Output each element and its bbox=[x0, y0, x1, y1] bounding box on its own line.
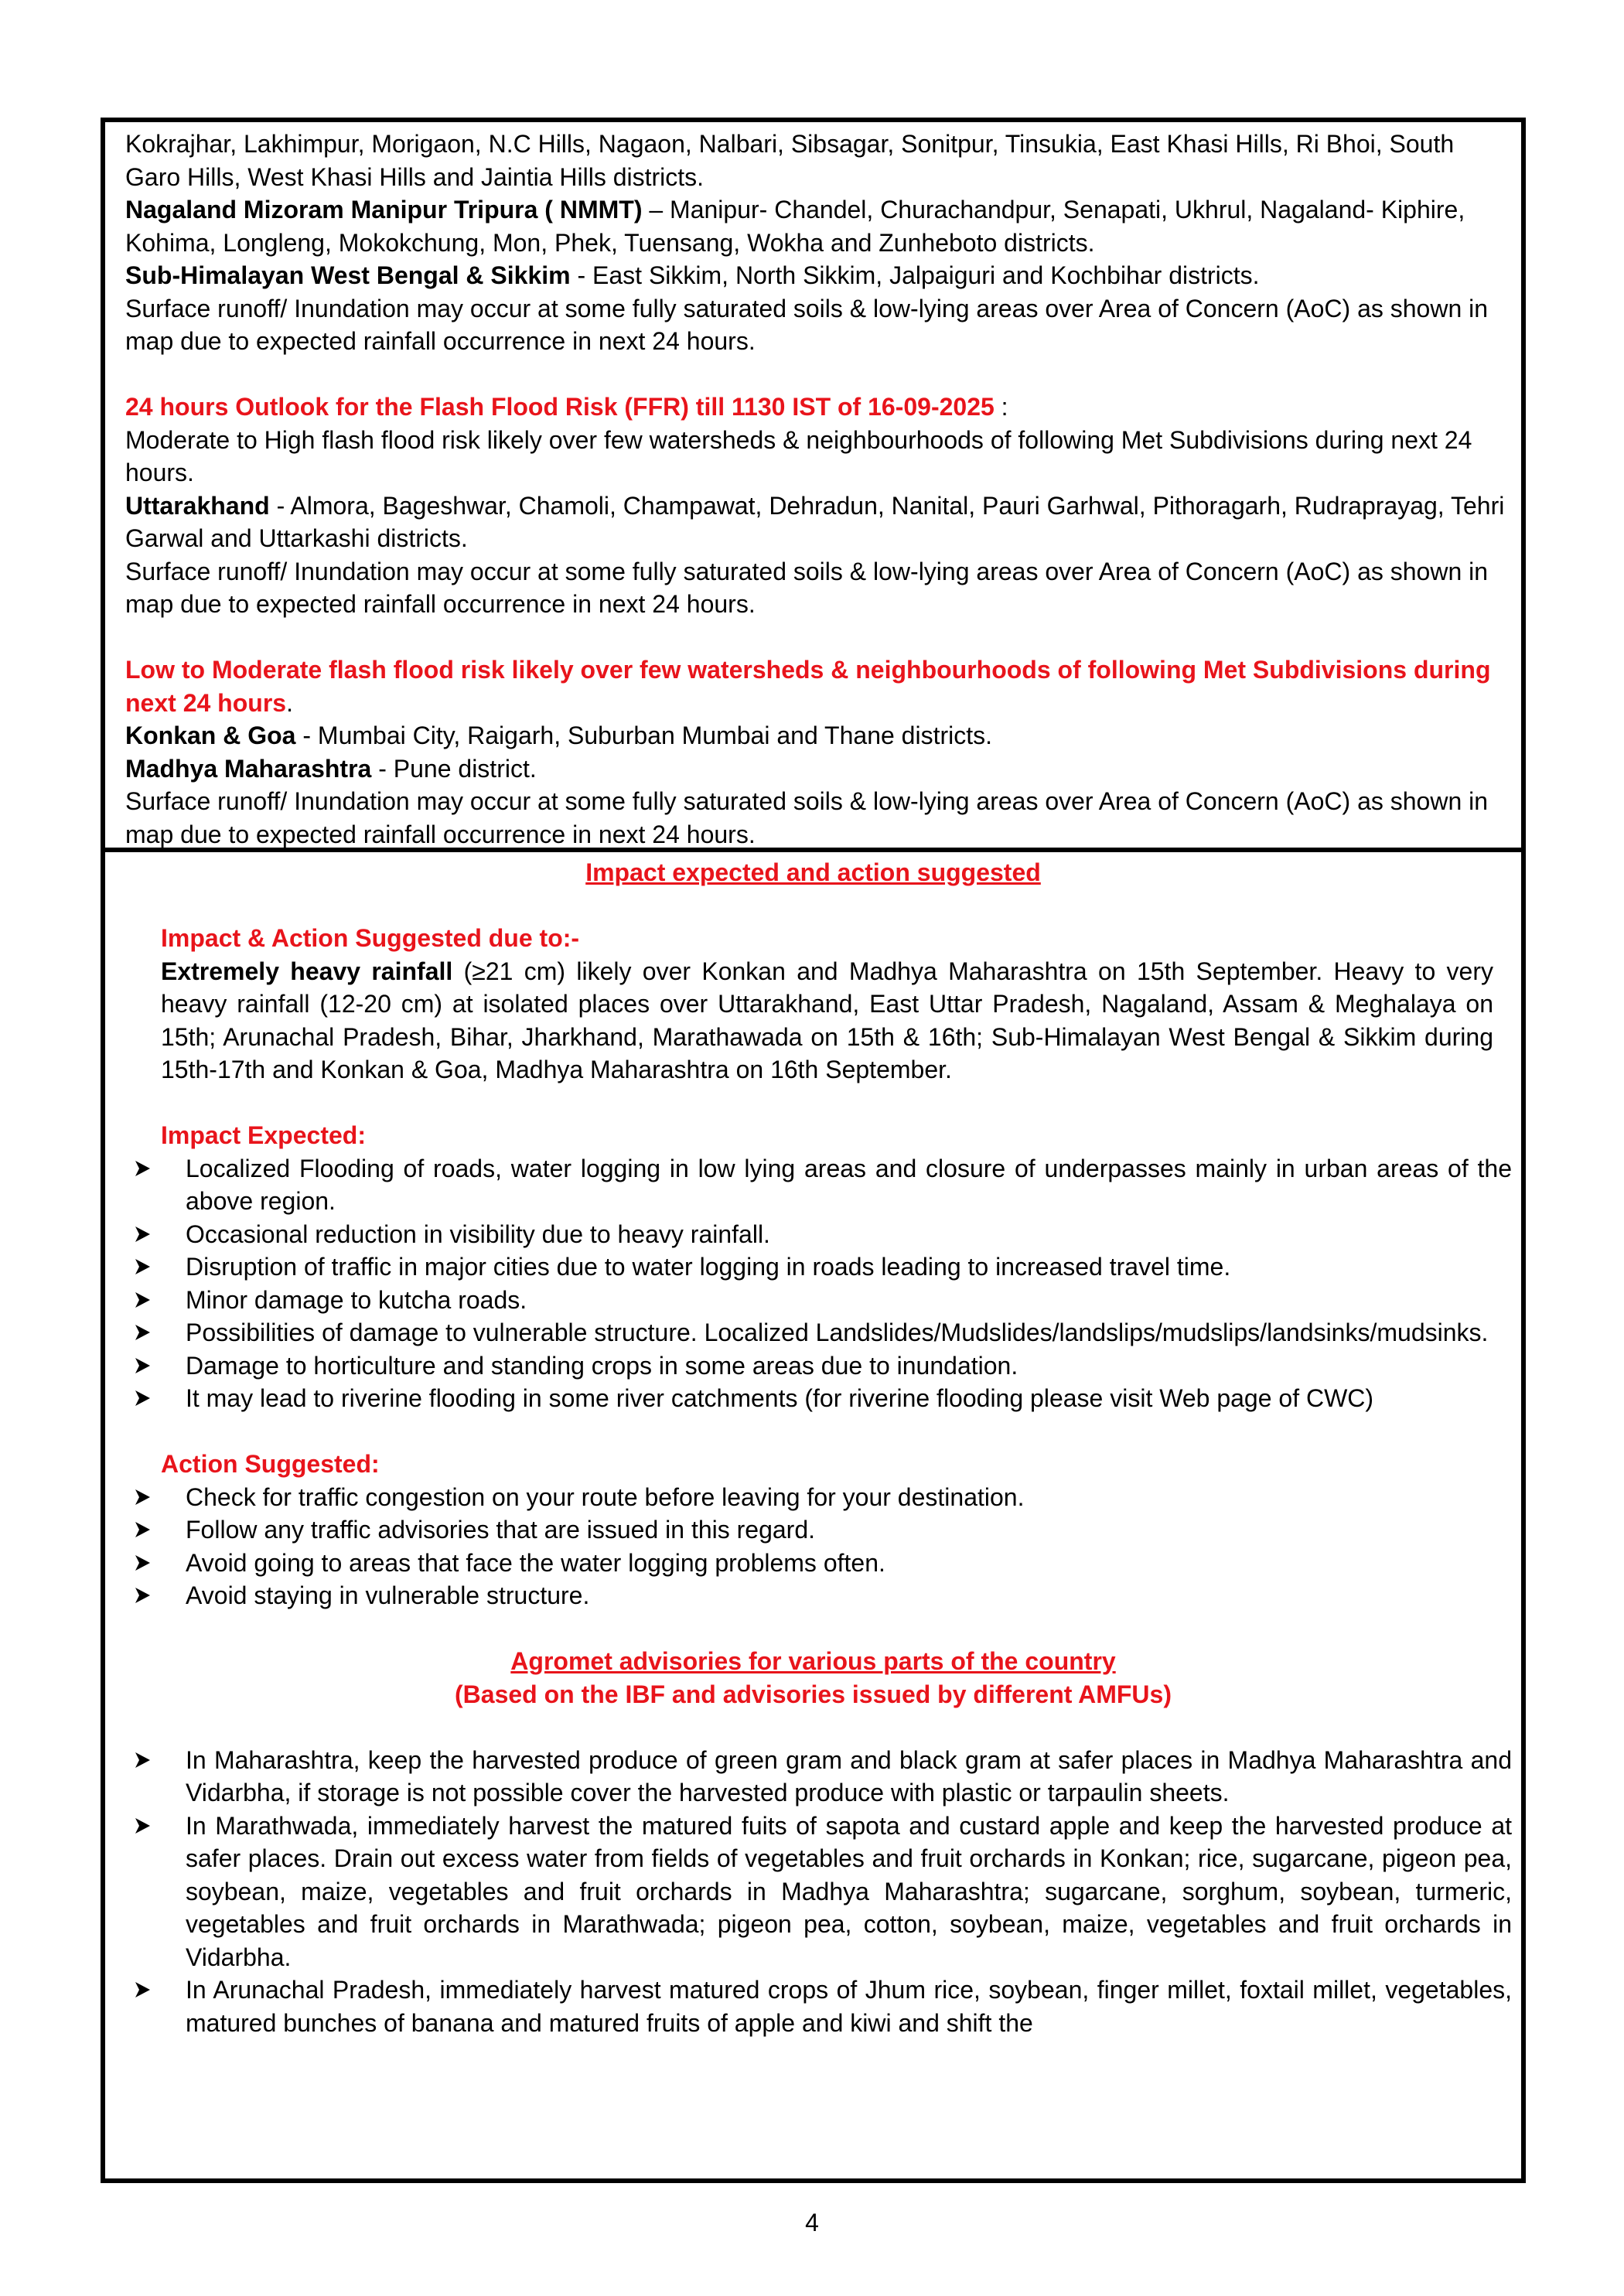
flash-flood-risk-box bbox=[101, 118, 1526, 852]
uttarakhand-districts: - Almora, Bageshwar, Chamoli, Champawat, Dehradun, Nanital, Pauri Garhwal, Pithoragarh, Rudraprayag, Tehri Garwal and Uttarkashi districts. bbox=[125, 491, 1505, 552]
uttarakhand-paragraph bbox=[125, 490, 1506, 555]
impact-due-title: Impact & Action Suggested due to:- bbox=[161, 924, 580, 952]
bullet-item bbox=[105, 1152, 1521, 1218]
bullet-text: It may lead to riverine flooding in some river catchments (for riverine flooding please visit Web page of CWC) bbox=[186, 1384, 1374, 1412]
agromet-advisory-list bbox=[105, 1744, 1521, 2040]
nmmt-paragraph bbox=[125, 193, 1506, 259]
bullet-text: In Marathwada, immediately harvest the matured fuits of sapota and custard apple and keep the harvested produce at safer places. Drain out excess water from fields of vegetables and fruit orchards in Konkan; rice, sugarcane, pigeon pea, soybean, maize, vegetables and fruit orchards in Madhya Maharashtra; sugarcane, sorghum, soybean, turmeric, vegetables and fruit orchards in Marathwada; pigeon pea, cotton, soybean, maize, vegetables and fruit orchards in Vidarbha. bbox=[186, 1811, 1512, 1971]
bullet-item bbox=[105, 1744, 1521, 1810]
bullet-text: Damage to horticulture and standing crops in some areas due to inundation. bbox=[186, 1351, 1018, 1380]
bullet-item bbox=[105, 1284, 1521, 1317]
arrow-bullet-icon bbox=[131, 1382, 155, 1414]
bullet-item bbox=[105, 1481, 1521, 1514]
action-suggested-title: Action Suggested: bbox=[161, 1450, 380, 1478]
bullet-text: Possibilities of damage to vulnerable structure. Localized Landslides/Mudslides/landslips/mudslips/landsinks/mudsinks. bbox=[186, 1319, 1489, 1346]
impact-expected-title: Impact Expected: bbox=[161, 1121, 366, 1149]
impact-due-text: (≥21 cm) likely over Konkan and Madhya Maharashtra on 15th September. Heavy to very heavy rainfall (12-20 cm) at isolated places over Uttarakhand, East Uttar Pradesh, Nagaland, Assam & Meghalaya on 15th; Arunachal Pradesh, Bihar, Jharkhand, Marathawada on 15th & 16th; Sub-Himalayan West Bengal & Sikkim during 15th-17th and Konkan & Goa, Madhya Maharashtra on 16th September. bbox=[161, 957, 1494, 1083]
bullet-item bbox=[105, 1513, 1521, 1547]
nmmt-label: Nagaland Mizoram Manipur Tripura ( NMMT) bbox=[125, 196, 643, 223]
bullet-item bbox=[105, 1974, 1521, 2039]
bullet-text: Avoid going to areas that face the water logging problems often. bbox=[186, 1548, 885, 1577]
bullet-text: In Maharashtra, keep the harvested produce of green gram and black gram at safer places in Madhya Maharashtra and Vidarbha, if storage is not possible cover the harvested produce with plastic or tarpaulin sheets. bbox=[186, 1745, 1512, 1806]
arrow-bullet-icon bbox=[131, 1744, 155, 1776]
bullet-text: Occasional reduction in visibility due to heavy rainfall. bbox=[186, 1220, 770, 1248]
madhya-maharashtra-districts: - Pune district. bbox=[371, 754, 537, 783]
extremely-heavy-label: Extremely heavy rainfall bbox=[161, 957, 453, 985]
arrow-bullet-icon bbox=[131, 1152, 155, 1185]
shwb-sikkim-districts: - East Sikkim, North Sikkim, Jalpaiguri and Kochbihar districts. bbox=[570, 261, 1260, 289]
bullet-item bbox=[105, 1810, 1521, 1974]
konkan-goa-label: Konkan & Goa bbox=[125, 722, 296, 749]
arrow-bullet-icon bbox=[131, 1974, 155, 2006]
impact-expected-list bbox=[105, 1152, 1521, 1415]
bullet-item bbox=[105, 1547, 1521, 1580]
bullet-text: Disruption of traffic in major cities due to water logging in roads leading to increased travel time. bbox=[186, 1253, 1231, 1281]
konkan-goa-paragraph bbox=[125, 719, 1506, 752]
bullet-item bbox=[105, 1250, 1521, 1284]
arrow-bullet-icon bbox=[131, 1284, 155, 1316]
low-moderate-title: Low to Moderate flash flood risk likely over few watersheds & neighbourhoods of following Met Subdivisions during next 24 hours bbox=[125, 656, 1491, 717]
arrow-bullet-icon bbox=[131, 1547, 155, 1579]
shwb-sikkim-label: Sub-Himalayan West Bengal & Sikkim bbox=[125, 261, 571, 289]
moderate-high-risk-text: Moderate to High flash flood risk likely over few watersheds & neighbourhoods of following Met Subdivisions during next 24 hours. bbox=[125, 425, 1472, 486]
outlook-colon: : bbox=[994, 393, 1008, 421]
madhya-maharashtra-label: Madhya Maharashtra bbox=[125, 754, 372, 783]
agromet-subtitle: (Based on the IBF and advisories issued by different AMFUs) bbox=[455, 1680, 1172, 1708]
shwb-sikkim-paragraph bbox=[125, 259, 1506, 292]
arrow-bullet-icon bbox=[131, 1481, 155, 1513]
surface-runoff-note-2: Surface runoff/ Inundation may occur at some fully saturated soils & low-lying areas over Area of Concern (AoC) as shown in map due to expected rainfall occurrence in next 24 hours. bbox=[125, 557, 1489, 618]
impact-due-paragraph bbox=[105, 955, 1521, 1087]
impact-action-box bbox=[101, 848, 1526, 2183]
low-moderate-heading bbox=[125, 653, 1506, 719]
outlook-heading bbox=[125, 391, 1506, 424]
bullet-text: In Arunachal Pradesh, immediately harvest matured crops of Jhum rice, soybean, finger millet, foxtail millet, vegetables, matured bunches of banana and matured fruits of apple and kiwi and shift the bbox=[186, 1976, 1512, 2037]
arrow-bullet-icon bbox=[131, 1513, 155, 1546]
bullet-text: Check for traffic congestion on your route before leaving for your destination. bbox=[186, 1482, 1025, 1511]
assam-meghalaya-districts: Kokrajhar, Lakhimpur, Morigaon, N.C Hills, Nagaon, Nalbari, Sibsagar, Sonitpur, Tinsukia, East Khasi Hills, Ri Bhoi, South Garo Hills, West Khasi Hills and Jaintia Hills districts. bbox=[125, 130, 1455, 191]
low-moderate-end: . bbox=[286, 688, 293, 717]
arrow-bullet-icon bbox=[131, 1349, 155, 1382]
uttarakhand-label: Uttarakhand bbox=[125, 491, 270, 520]
flash-flood-risk-content bbox=[125, 128, 1506, 851]
bullet-item bbox=[105, 1218, 1521, 1251]
page-number: 4 bbox=[805, 2209, 819, 2236]
bullet-item bbox=[105, 1382, 1521, 1415]
arrow-bullet-icon bbox=[131, 1579, 155, 1612]
arrow-bullet-icon bbox=[131, 1810, 155, 1842]
impact-action-heading: Impact expected and action suggested bbox=[585, 858, 1041, 886]
bullet-item bbox=[105, 1349, 1521, 1383]
arrow-bullet-icon bbox=[131, 1316, 155, 1349]
bullet-text: Follow any traffic advisories that are issued in this regard. bbox=[186, 1516, 816, 1544]
bullet-item bbox=[105, 1316, 1521, 1349]
bullet-text: Minor damage to kutcha roads. bbox=[186, 1285, 527, 1314]
outlook-title: 24 hours Outlook for the Flash Flood Risk (FFR) till 1130 IST of 16-09-2025 bbox=[125, 393, 995, 421]
bullet-text: Avoid staying in vulnerable structure. bbox=[186, 1581, 590, 1609]
bullet-text: Localized Flooding of roads, water logging in low lying areas and closure of underpasses mainly in urban areas of the above region. bbox=[186, 1154, 1512, 1215]
agromet-title: Agromet advisories for various parts of the country bbox=[510, 1647, 1116, 1675]
bullet-item bbox=[105, 1579, 1521, 1612]
surface-runoff-note-1: Surface runoff/ Inundation may occur at some fully saturated soils & low-lying areas over Area of Concern (AoC) as shown in map due to expected rainfall occurrence in next 24 hours. bbox=[125, 294, 1489, 355]
surface-runoff-note-3: Surface runoff/ Inundation may occur at some fully saturated soils & low-lying areas over Area of Concern (AoC) as shown in map due to expected rainfall occurrence in next 24 hours. bbox=[125, 787, 1489, 848]
action-suggested-list bbox=[105, 1481, 1521, 1612]
arrow-bullet-icon bbox=[131, 1218, 155, 1250]
konkan-goa-districts: - Mumbai City, Raigarh, Suburban Mumbai and Thane districts. bbox=[295, 722, 993, 749]
impact-action-content bbox=[105, 856, 1521, 2039]
madhya-maharashtra-paragraph bbox=[125, 752, 1506, 786]
arrow-bullet-icon bbox=[131, 1250, 155, 1283]
nmmt-districts: – Manipur- Chandel, Churachandpur, Senapati, Ukhrul, Nagaland- Kiphire, Kohima, Longleng, Mokokchung, Mon, Phek, Tuensang, Wokha and Zunheboto districts. bbox=[125, 196, 1465, 257]
